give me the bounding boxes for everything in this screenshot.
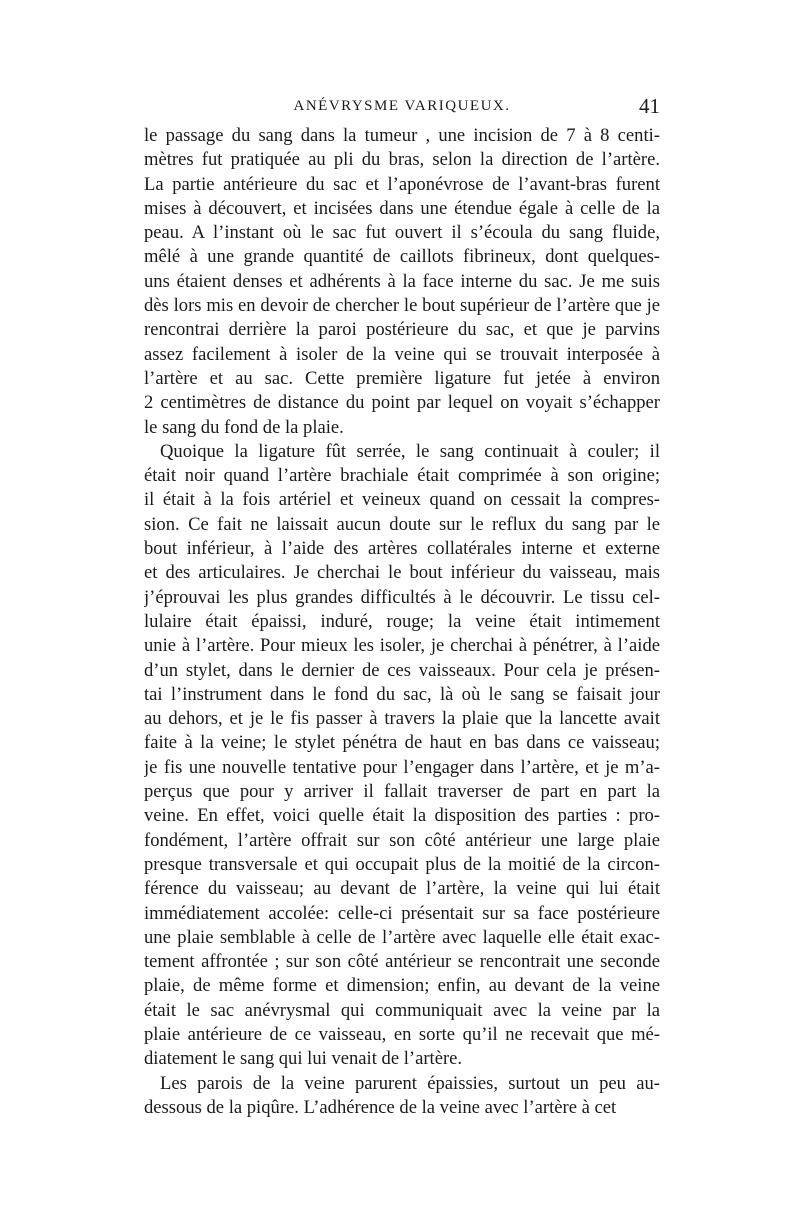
text-line: plaie antérieure de ce vaisseau, en sorte qu’il ne recevait que mé- [144,1023,660,1045]
text-line: l’artère et au sac. Cette première ligature fut jetée à environ [144,367,660,389]
text-line: diatement le sang qui lui venait de l’artère. [144,1048,463,1070]
text-line: tai l’instrument dans le fond du sac, là où le sang se faisait jour [144,683,660,705]
text-line: plaie, de même forme et dimension; enfin, au devant de la veine [144,975,660,997]
text-line: dès lors mis en devoir de chercher le bout supérieur de l’artère que je [144,295,660,317]
paragraph [144,124,660,440]
paragraph [144,440,660,1072]
text-line: unie à l’artère. Pour mieux les isoler, je cherchai à pénétrer, à l’aide [144,635,660,657]
text-line: Quoique la ligature fût serrée, le sang continuait à couler; il [160,440,660,462]
page-header [144,96,660,124]
text-line: assez facilement à isoler de la veine qui se trouvait interposée à [144,343,660,365]
text-line: fondément, l’artère offrait sur son côté antérieur une large plaie [144,829,660,851]
text-line: sion. Ce fait ne laissait aucun doute sur le reflux du sang par le [144,513,660,535]
text-line: il était à la fois artériel et veineux quand on cessait la compres- [144,489,660,511]
text-line: mises à découvert, et incisées dans une étendue égale à celle de la [144,197,660,219]
text-line: une plaie semblable à celle de l’artère avec laquelle elle était exac- [144,926,660,948]
body-text [144,124,660,1120]
text-line: presque transversale et qui occupait plus de la moitié de la circon- [144,853,660,875]
text-line: immédiatement accolée: celle-ci présentait sur sa face postérieure [144,902,660,924]
text-line: tement affrontée ; sur son côté antérieur se rencontrait une seconde [144,951,660,973]
text-line: peau. A l’instant où le sac fut ouvert il s’écoula du sang fluide, [144,222,660,244]
running-title: ANÉVRYSME VARIQUEUX. [293,98,511,114]
text-line: mêlé à une grande quantité de caillots fibrineux, dont quelques- [144,246,660,268]
text-line: le passage du sang dans la tumeur , une incision de 7 à 8 centi- [144,125,660,146]
text-line: dessous de la piqûre. L’adhérence de la veine avec l’artère à cet [144,1096,617,1118]
book-page [144,96,660,1120]
text-line: et des articulaires. Je cherchai le bout inférieur du vaisseau, mais [144,562,660,584]
text-line: je fis une nouvelle tentative pour l’engager dans l’artère, et je m’a- [144,756,660,778]
text-line: au dehors, et je le fis passer à travers la plaie que la lancette avait [144,708,660,730]
text-line: était noir quand l’artère brachiale était comprimée à son origine; [144,465,660,487]
text-line: mètres fut pratiquée au pli du bras, selon la direction de l’artère. [144,149,660,171]
text-line: lulaire était épaissi, induré, rouge; la veine était intimement [144,610,660,632]
text-line: j’éprouvai les plus grandes difficultés à le découvrir. Le tissu cel- [144,586,660,608]
text-line: rencontrai derrière la paroi postérieure du sac, et que je parvins [144,319,660,341]
text-line: bout inférieur, à l’aide des artères collatérales interne et externe [144,538,660,560]
text-line: d’un stylet, dans le dernier de ces vaisseaux. Pour cela je présen- [144,659,660,681]
text-line: férence du vaisseau; au devant de l’artère, la veine qui lui était [144,878,660,900]
text-line: Les parois de la veine parurent épaissies, surtout un peu au- [160,1072,660,1094]
text-line: veine. En effet, voici quelle était la disposition des parties : pro- [144,805,660,827]
text-line: 2 centimètres de distance du point par lequel on voyait s’échapper [144,392,660,414]
paragraph [144,1072,660,1121]
text-line: faite à la veine; le stylet pénétra de haut en bas dans ce vaisseau; [144,732,660,754]
text-line: perçus que pour y arriver il fallait traverser de part en part la [144,781,660,803]
page-number: 41 [639,94,660,118]
text-line: était le sac anévrysmal qui communiquait avec la veine par la [144,999,660,1021]
text-line: uns étaient denses et adhérents à la face interne du sac. Je me suis [144,270,660,292]
text-line: La partie antérieure du sac et l’aponévrose de l’avant-bras furent [144,173,660,195]
text-line: le sang du fond de la plaie. [144,416,344,438]
